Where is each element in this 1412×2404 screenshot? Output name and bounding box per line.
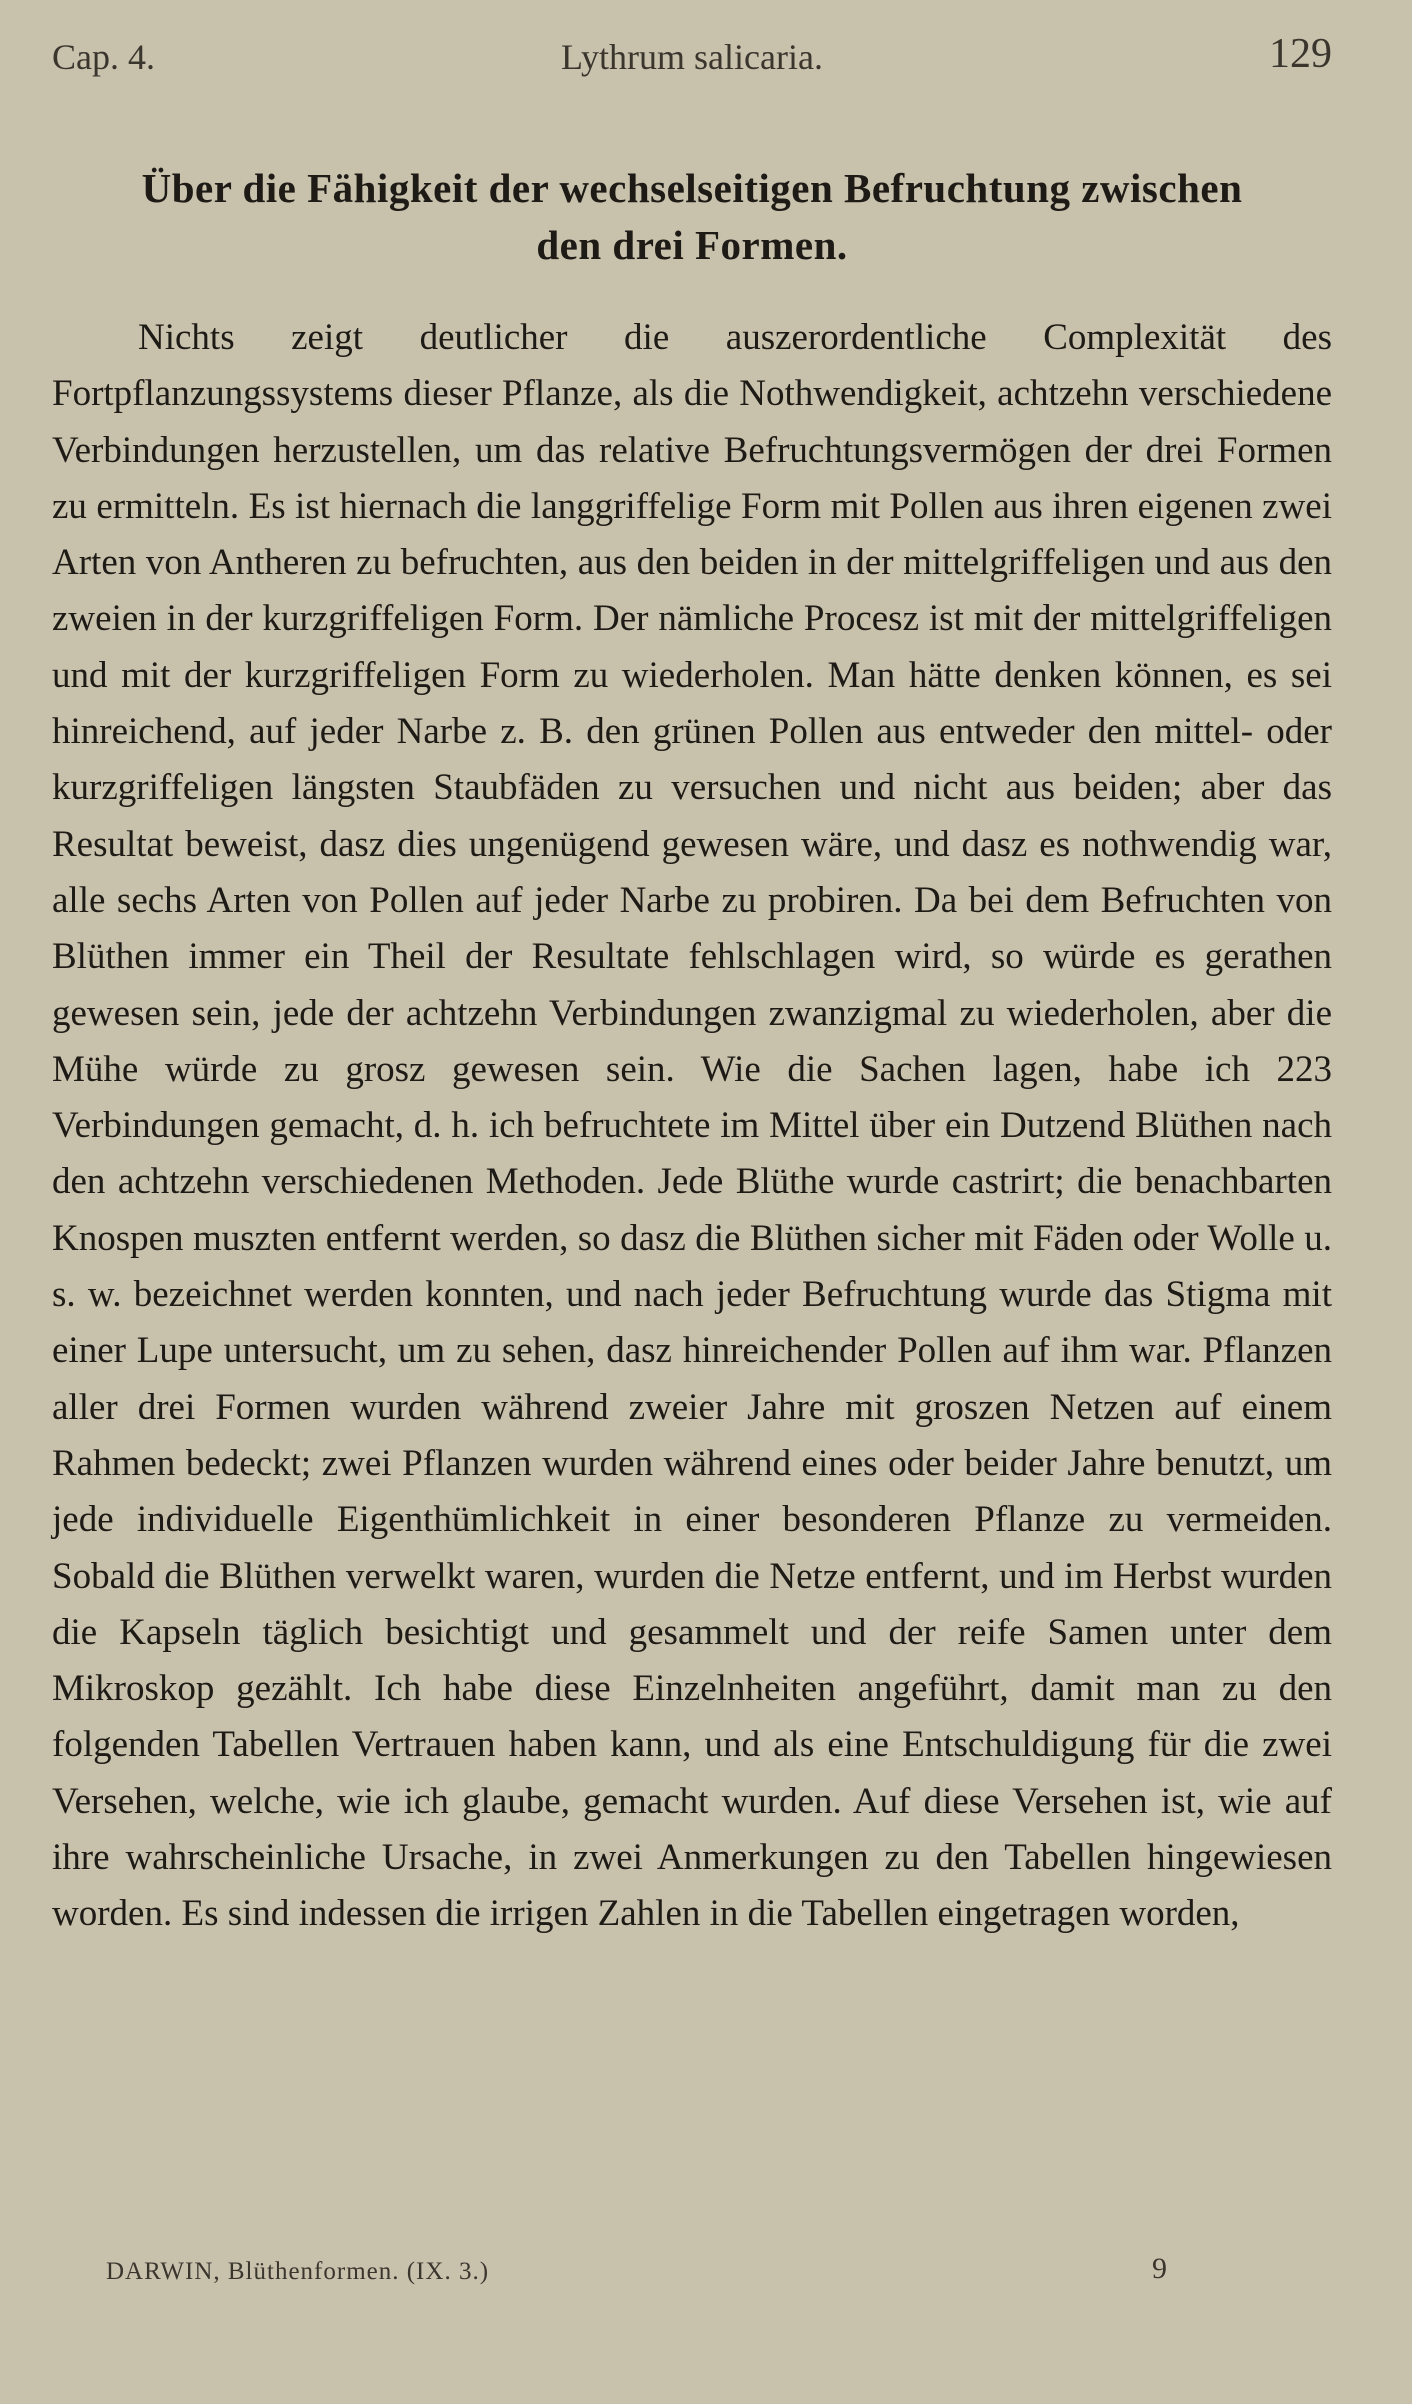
footer-citation: DARWIN, Blüthenformen. (IX. 3.) xyxy=(106,2258,490,2285)
printer-signature: 9 xyxy=(1152,2252,1167,2285)
body-paragraph: Nichts zeigt deutlicher die auszerordentliche Complexität des Fortpflanzungssystems dieser Pflanze, als die Nothwendigkeit, achtzehn verschiedene Verbindungen herzustellen, um das relative Befruchtungsvermögen der drei Formen zu ermitteln. Es ist hiernach die langgriffelige Form mit Pollen aus ihren eigenen zwei Arten von Antheren zu befruchten, aus den beiden in der mittelgriffeligen und aus den zweien in der kurzgriffeligen Form. Der nämliche Procesz ist mit der mittelgriffeligen und mit der kurzgriffeligen Form zu wiederholen. Man hätte denken können, es sei hinreichend, auf jeder Narbe z. B. den grünen Pollen aus entweder den mittel- oder kurzgriffeligen längsten Staubfäden zu versuchen und nicht aus beiden; aber das Resultat beweist, dasz dies ungenügend gewesen wäre, und dasz es nothwendig war, alle sechs Arten von Pollen auf jeder Narbe zu probiren. Da bei dem Befruchten von Blüthen immer ein Theil der Resultate fehlschlagen wird, so würde es gerathen gewesen sein, jede der achtzehn Verbindungen zwanzigmal zu wiederholen, aber die Mühe würde zu grosz gewesen sein. Wie die Sachen lagen, habe ich 223 Verbindungen gemacht, d. h. ich befruchtete im Mittel über ein Dutzend Blüthen nach den achtzehn verschiedenen Methoden. Jede Blüthe wurde castrirt; die benachbarten Knospen muszten entfernt werden, so dasz die Blüthen sicher mit Fäden oder Wolle u. s. w. bezeichnet werden konnten, und nach jeder Befruchtung wurde das Stigma mit einer Lupe untersucht, um zu sehen, dasz hinreichender Pollen auf ihm war. Pflanzen aller drei Formen wurden während zweier Jahre mit groszen Netzen auf einem Rahmen bedeckt; zwei Pflanzen wurden während eines oder beider Jahre benutzt, um jede individuelle Eigenthümlichkeit in einer besonderen Pflanze zu vermeiden. Sobald die Blüthen verwelkt waren, wurden die Netze entfernt, und im Herbst wurden die Kapseln täglich besichtigt und gesammelt und der reife Samen unter dem Mikroskop gezählt. Ich habe diese Einzelnheiten angeführt, damit man zu den folgenden Tabellen Vertrauen haben kann, und als eine Entschuldigung für die zwei Versehen, welche, wie ich glaube, gemacht wurden. Auf diese Versehen ist, wie auf ihre wahrscheinliche Ursache, in zwei Anmerkungen zu den Tabellen hingewiesen worden. Es sind indessen die irrigen Zahlen in die Tabellen eingetragen worden, xyxy=(52,317,1332,1935)
running-title: Lythrum salicaria. xyxy=(561,37,823,77)
section-title: Über die Fähigkeit der wechselseitigen Befruchtung zwischen den drei Formen. xyxy=(141,165,1243,268)
book-page xyxy=(52,30,1332,2370)
chapter-label: Cap. 4. xyxy=(52,37,155,77)
page-number: 129 xyxy=(1269,31,1332,77)
page-footer xyxy=(52,2252,1332,2296)
running-head xyxy=(52,30,1332,90)
